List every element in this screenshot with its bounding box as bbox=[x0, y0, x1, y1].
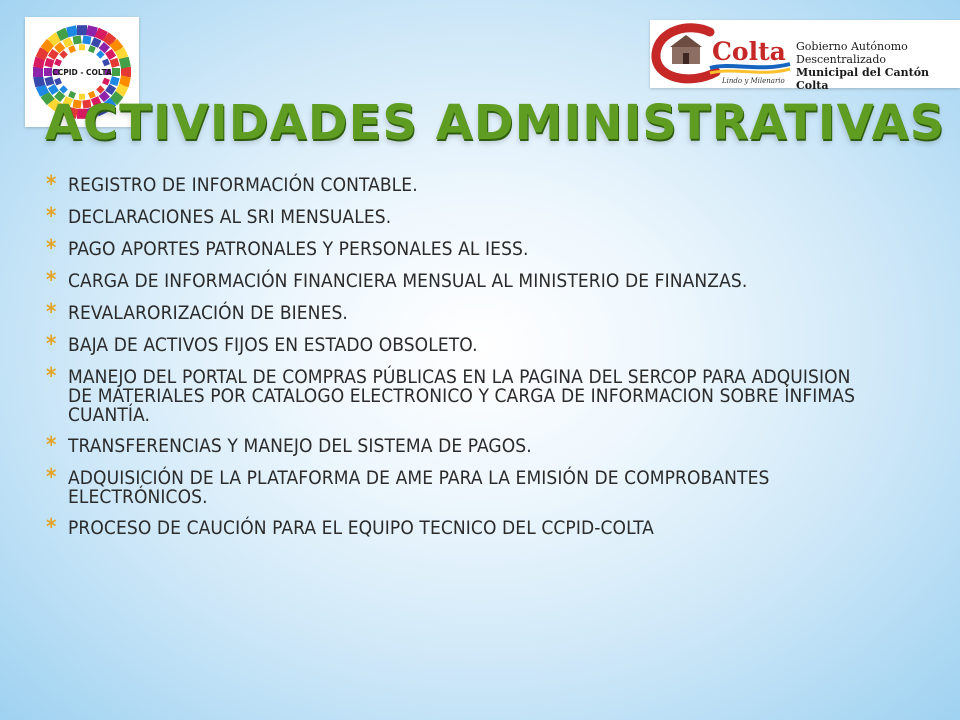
colta-brand-text: Colta bbox=[712, 37, 786, 66]
list-item-text: MANEJO DEL PORTAL DE COMPRAS PÚBLICAS EN LA PAGINA DEL SERCOP PARA ADQUISION DE MATERIALES POR CATALOGO ELECTRONICO Y CARGA DE INFORMACION SOBRE ÍNFIMAS CUANTÍA. bbox=[68, 366, 856, 426]
logo-square bbox=[33, 67, 43, 77]
list-item-text: CARGA DE INFORMACIÓN FINANCIERA MENSUAL AL MINISTERIO DE FINANZAS. bbox=[68, 270, 748, 292]
logo-square bbox=[110, 76, 120, 86]
list-item-text: REGISTRO DE INFORMACIÓN CONTABLE. bbox=[68, 174, 418, 196]
logo-square bbox=[102, 59, 110, 67]
logo-square bbox=[88, 45, 96, 53]
list-item bbox=[46, 433, 876, 458]
asterisk-bullet-icon: * bbox=[46, 433, 57, 458]
logo-square bbox=[54, 59, 62, 67]
logo-square bbox=[110, 58, 120, 68]
list-item bbox=[46, 236, 876, 261]
asterisk-bullet-icon: * bbox=[46, 172, 57, 197]
list-item bbox=[46, 364, 876, 426]
gad-line-2: Municipal del Cantón Colta bbox=[796, 66, 930, 92]
asterisk-bullet-icon: * bbox=[46, 364, 57, 389]
logo-square bbox=[54, 78, 62, 86]
asterisk-bullet-icon: * bbox=[46, 236, 57, 261]
colta-municipal-logo bbox=[650, 20, 960, 92]
activities-list bbox=[46, 172, 876, 551]
list-item-text: ADQUISICIÓN DE LA PLATAFORMA DE AME PARA LA EMISIÓN DE COMPROBANTES ELECTRÓNICOS. bbox=[68, 467, 770, 508]
asterisk-bullet-icon: * bbox=[46, 332, 57, 357]
logo-square bbox=[44, 58, 54, 68]
church-roof-icon bbox=[670, 35, 702, 47]
page-title: ACTIVIDADES ADMINISTRATIVAS bbox=[44, 95, 946, 151]
list-item-text: PAGO APORTES PATRONALES Y PERSONALES AL IESS. bbox=[68, 238, 529, 260]
list-item bbox=[46, 204, 876, 229]
list-item-text: PROCESO DE CAUCIÓN PARA EL EQUIPO TECNICO DEL CCPID-COLTA bbox=[68, 517, 654, 539]
asterisk-bullet-icon: * bbox=[46, 465, 57, 490]
logo-square bbox=[79, 44, 85, 50]
list-item bbox=[46, 332, 876, 357]
list-item bbox=[46, 172, 876, 197]
colta-brand-graphic bbox=[650, 20, 796, 88]
logo-square bbox=[112, 68, 120, 76]
gad-line-1: Gobierno Autónomo Descentralizado bbox=[796, 40, 908, 66]
asterisk-bullet-icon: * bbox=[46, 204, 57, 229]
logo-square bbox=[44, 68, 52, 76]
logo-square bbox=[77, 25, 87, 35]
list-item-text: DECLARACIONES AL SRI MENSUALES. bbox=[68, 206, 392, 228]
wave-icon-2 bbox=[710, 69, 790, 73]
asterisk-bullet-icon: * bbox=[46, 300, 57, 325]
list-item bbox=[46, 515, 876, 540]
asterisk-bullet-icon: * bbox=[46, 515, 57, 540]
asterisk-bullet-icon: * bbox=[46, 268, 57, 293]
logo-square bbox=[102, 78, 110, 86]
list-item-text: REVALARORIZACIÓN DE BIENES. bbox=[68, 302, 348, 324]
list-item bbox=[46, 300, 876, 325]
colta-tagline: Lindo y Milenario bbox=[722, 77, 785, 85]
logo-square bbox=[44, 76, 54, 86]
logo-square bbox=[82, 35, 91, 44]
logo-text: CCPID - COLTA bbox=[52, 68, 112, 77]
logo-square bbox=[121, 67, 131, 77]
list-item-text: TRANSFERENCIAS Y MANEJO DEL SISTEMA DE PAGOS. bbox=[68, 435, 532, 457]
list-item bbox=[46, 268, 876, 293]
gad-name bbox=[796, 40, 960, 92]
logo-square bbox=[68, 45, 76, 53]
logo-square bbox=[73, 35, 82, 44]
list-item bbox=[46, 465, 876, 508]
church-door-icon bbox=[683, 53, 689, 64]
list-item-text: BAJA DE ACTIVOS FIJOS EN ESTADO OBSOLETO. bbox=[68, 334, 478, 356]
